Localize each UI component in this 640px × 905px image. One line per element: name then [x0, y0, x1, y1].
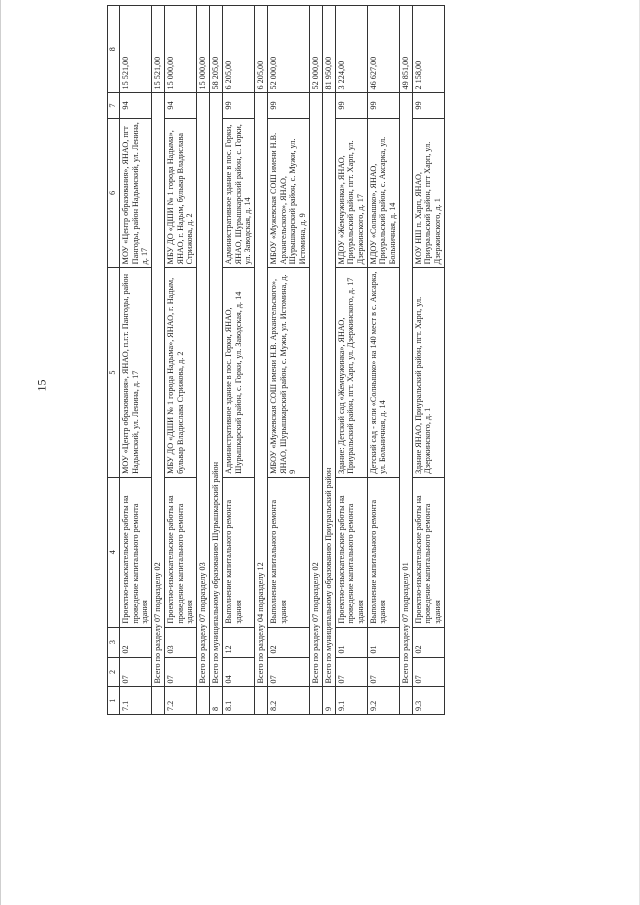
- table-row: [268, 6, 310, 715]
- work-type-cell: Выполнение капитального ремонта здания: [367, 477, 399, 627]
- object-address-cell: МОУ «Центр образования», ЯНАО, п.г.т. Пангоды, район Надымский, ул. Ленина, д. 17: [120, 268, 152, 478]
- code-cell: 94: [120, 93, 152, 118]
- item-number-cell: 7.1: [120, 687, 152, 715]
- work-type-cell: Проектно-изыскательские работы на проведение капитального ремонта здания: [120, 477, 152, 627]
- item-number-cell: 7.2: [165, 687, 197, 715]
- subtotal-label: Всего по разделу 07 подразделу 02: [309, 93, 322, 687]
- institution-cell: МБОУ «Мужевская СОШ имени Н.В. Архангельского», ЯНАО, Шурышкарский район, с. Мужи, ул. Истомина, д. 9: [268, 118, 310, 268]
- subtotal-amount: 52 000,00: [309, 6, 322, 93]
- section-code-cell: 07: [367, 657, 399, 687]
- code-cell: 99: [268, 93, 310, 118]
- table-row: [223, 6, 255, 715]
- table-row: [367, 6, 399, 715]
- object-address-cell: Здание: Детский сад «Жемчужинка», ЯНАО, Приуральский район, пгт. Харп, ул. Дзержинского, д. 17: [335, 268, 367, 478]
- section-code-cell: 07: [335, 657, 367, 687]
- section-code-cell: 07: [165, 657, 197, 687]
- subtotal-label: Всего по разделу 07 подразделу 02: [152, 93, 165, 687]
- header-cell-5: 5: [108, 268, 120, 478]
- amount-cell: 2 158,00: [412, 6, 444, 93]
- header-row: [108, 6, 120, 715]
- table-row: [412, 6, 444, 715]
- section-code-cell: 07: [268, 657, 310, 687]
- subsection-code-cell: 02: [412, 627, 444, 657]
- subsection-code-cell: 02: [120, 627, 152, 657]
- object-address-cell: МБОУ «Мужевская СОШ имени Н.В. Архангельского», ЯНАО, Шурышкарский район, с. Мужи, ул. Истомина, д. 9: [268, 268, 310, 478]
- subtotal-amount: 49 851,00: [399, 6, 412, 93]
- group-total-label: Всего по муниципальному образованию Шурышкарский район: [210, 93, 223, 687]
- group-total-row: [210, 6, 223, 715]
- header-cell-6: 6: [108, 118, 120, 268]
- section-code-cell: 07: [412, 657, 444, 687]
- institution-cell: Административное здание в пос. Горки, ЯНАО, Шурышкарский район, с. Горки, ул. Заводская, д. 14: [223, 118, 255, 268]
- item-number-cell: 9.2: [367, 687, 399, 715]
- institution-cell: МДОУ «Жемчужинка», ЯНАО, Приуральский район, пгт. Харп, ул. Дзержинского, д. 17: [335, 118, 367, 268]
- empty-cell: [152, 687, 165, 715]
- page-number: 15: [34, 379, 49, 392]
- amount-cell: 46 627,00: [367, 6, 399, 93]
- table-body: [108, 6, 445, 715]
- subsection-code-cell: 12: [223, 627, 255, 657]
- budget-table: [107, 5, 445, 715]
- amount-cell: 15 521,00: [120, 6, 152, 93]
- amount-cell: 6 205,00: [223, 6, 255, 93]
- group-total-label: Всего по муниципальному образованию Приуральский район: [322, 93, 335, 687]
- empty-cell: [255, 687, 268, 715]
- subsection-code-cell: 01: [367, 627, 399, 657]
- header-cell-7: 7: [108, 93, 120, 118]
- code-cell: 99: [367, 93, 399, 118]
- subtotal-label: Всего по разделу 07 подразделу 01: [399, 93, 412, 687]
- table-row: [120, 6, 152, 715]
- group-total-amount: 81 950,00: [322, 6, 335, 93]
- work-type-cell: Проектно-изыскательские работы на проведение капитального ремонта здания: [412, 477, 444, 627]
- header-cell-1: 1: [108, 687, 120, 715]
- item-number-cell: 8.1: [223, 687, 255, 715]
- item-number-cell: 9.1: [335, 687, 367, 715]
- code-cell: 99: [335, 93, 367, 118]
- work-type-cell: Проектно-изыскательские работы на проведение капитального ремонта здания: [165, 477, 197, 627]
- header-cell-3: 3: [108, 627, 120, 657]
- section-code-cell: 04: [223, 657, 255, 687]
- subsection-code-cell: 03: [165, 627, 197, 657]
- code-cell: 94: [165, 93, 197, 118]
- institution-cell: МБУ ДО «ДШИ № 1 города Надыма», ЯНАО, г. Надым, бульвар Владислава Стрижова, д. 2: [165, 118, 197, 268]
- object-address-cell: МБУ ДО «ДШИ № 1 города Надыма», ЯНАО, г. Надым, бульвар Владислава Стрижова, д. 2: [165, 268, 197, 478]
- institution-cell: МОУ «Центр образования», ЯНАО, пгт Пангоды, район Надымский, ул. Ленина, д. 17: [120, 118, 152, 268]
- institution-cell: МОУ НШ п. Харп, ЯНАО, Приуральский район, пгт Харп, ул. Дзержинского, д. 1: [412, 118, 444, 268]
- header-cell-2: 2: [108, 657, 120, 687]
- section-code-cell: 07: [120, 657, 152, 687]
- institution-cell: МДОУ «Солнышко», ЯНАО, Приуральский район, с. Аксарка, ул. Больничная, д. 14: [367, 118, 399, 268]
- item-number-cell: 9.3: [412, 687, 444, 715]
- group-total-row: [322, 6, 335, 715]
- subtotal-row: [255, 6, 268, 715]
- subsection-code-cell: 02: [268, 627, 310, 657]
- empty-cell: [399, 687, 412, 715]
- subtotal-row: [399, 6, 412, 715]
- subtotal-label: Всего по разделу 04 подразделу 12: [255, 93, 268, 687]
- work-type-cell: Выполнение капитального ремонта здания: [223, 477, 255, 627]
- amount-cell: 15 000,00: [165, 6, 197, 93]
- subtotal-amount: 6 205,00: [255, 6, 268, 93]
- work-type-cell: Проектно-изыскательские работы на проведение капитального ремонта здания: [335, 477, 367, 627]
- code-cell: 99: [223, 93, 255, 118]
- subtotal-row: [197, 6, 210, 715]
- subtotal-amount: 15 000,00: [197, 6, 210, 93]
- item-number-cell: 8.2: [268, 687, 310, 715]
- subtotal-row: [309, 6, 322, 715]
- object-address-cell: Здание ЯНАО, Приуральский район, пгт. Харп, ул. Дзержинского, д. 1: [412, 268, 444, 478]
- object-address-cell: Административное здание в пос. Горки, ЯНАО, Шурышкарский район, с. Горки, ул. Заводская, д. 14: [223, 268, 255, 478]
- header-cell-8: 8: [108, 6, 120, 93]
- group-number-cell: 8: [210, 687, 223, 715]
- work-type-cell: Выполнение капитального ремонта здания: [268, 477, 310, 627]
- amount-cell: 52 000,00: [268, 6, 310, 93]
- table-row: [335, 6, 367, 715]
- code-cell: 99: [412, 93, 444, 118]
- subsection-code-cell: 01: [335, 627, 367, 657]
- empty-cell: [197, 687, 210, 715]
- header-cell-4: 4: [108, 477, 120, 627]
- group-number-cell: 9: [322, 687, 335, 715]
- empty-cell: [309, 687, 322, 715]
- table-row: [165, 6, 197, 715]
- subtotal-row: [152, 6, 165, 715]
- object-address-cell: Детский сад - ясли «Солнышко» на 140 мест в с. Аксарка, ул. Больничная, д. 14: [367, 268, 399, 478]
- subtotal-amount: 15 521,00: [152, 6, 165, 93]
- amount-cell: 3 224,00: [335, 6, 367, 93]
- subtotal-label: Всего по разделу 07 подразделу 03: [197, 93, 210, 687]
- group-total-amount: 58 205,00: [210, 6, 223, 93]
